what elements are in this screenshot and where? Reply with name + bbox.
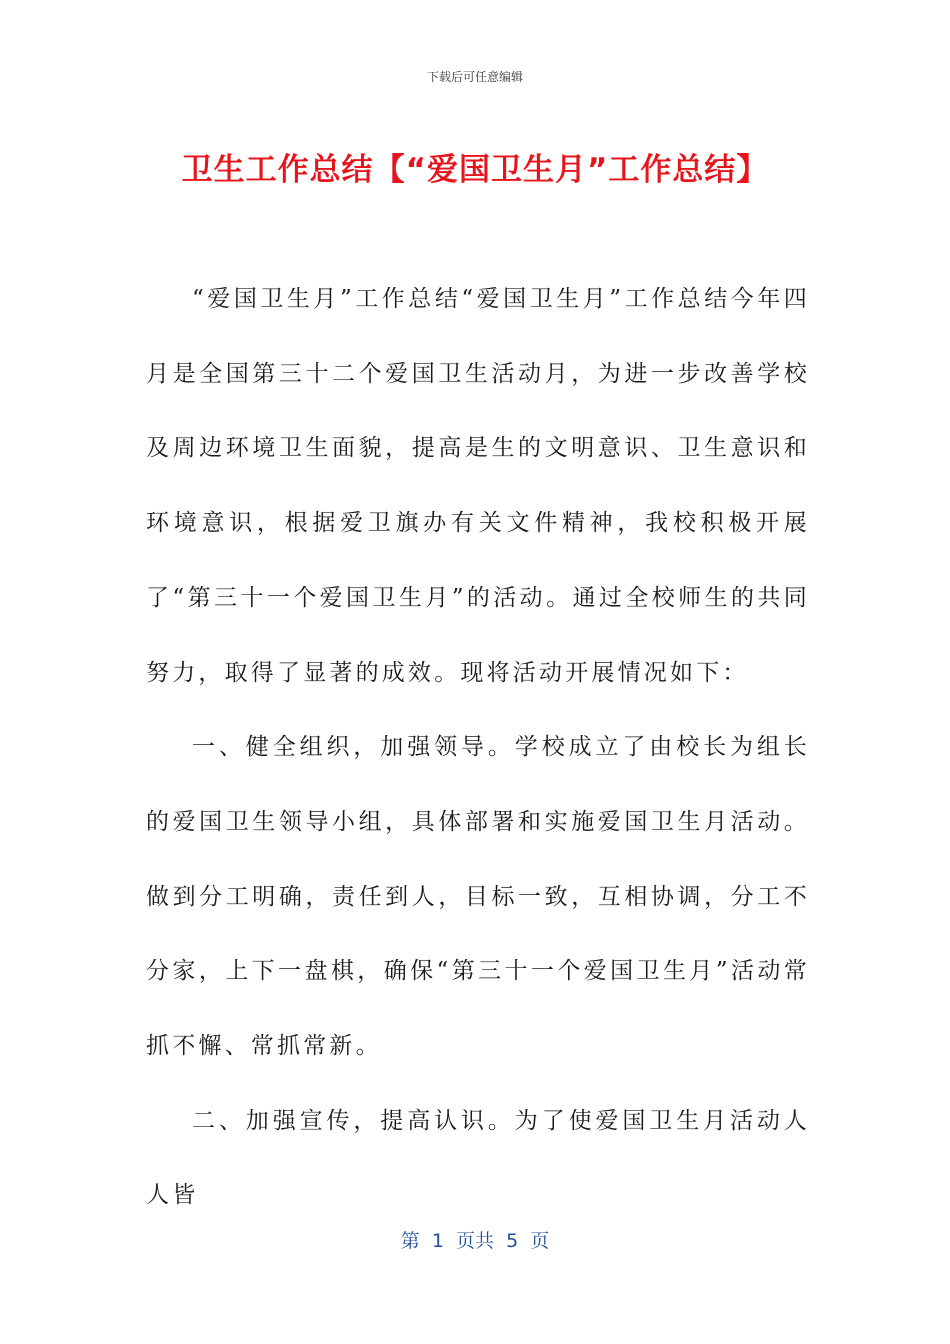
- paragraph-section-two: 二、加强宣传，提高认识。为了使爱国卫生月活动人人皆: [146, 1107, 810, 1209]
- document-title: 卫生工作总结【“爱国卫生月”工作总结】: [181, 152, 769, 188]
- page-number: 第 1 页共 5 页: [400, 1230, 550, 1252]
- header-note: 下载后可任意编辑: [426, 70, 523, 84]
- paragraph-section-one: 一、健全组织，加强领导。学校成立了由校长为组长的爱国卫生领导小组，具体部署和实施爱国卫生月活动。做到分工明确，责任到人，目标一致，互相协调，分工不分家，上下一盘棋，确保“第三十一个爱国卫生月”活动常抓不懈、常抓常新。: [146, 734, 810, 1060]
- paragraph-intro: “爱国卫生月”工作总结“爱国卫生月”工作总结今年四月是全国第三十二个爱国卫生活动月，为进一步改善学校及周边环境卫生面貌，提高是生的文明意识、卫生意识和环境意识，根据爱卫旗办有关文件精神，我校积极开展了“第三十一个爱国卫生月”的活动。通过全校师生的共同努力，取得了显著的成效。现将活动开展情况如下：: [146, 286, 810, 686]
- document-body: [146, 262, 810, 1233]
